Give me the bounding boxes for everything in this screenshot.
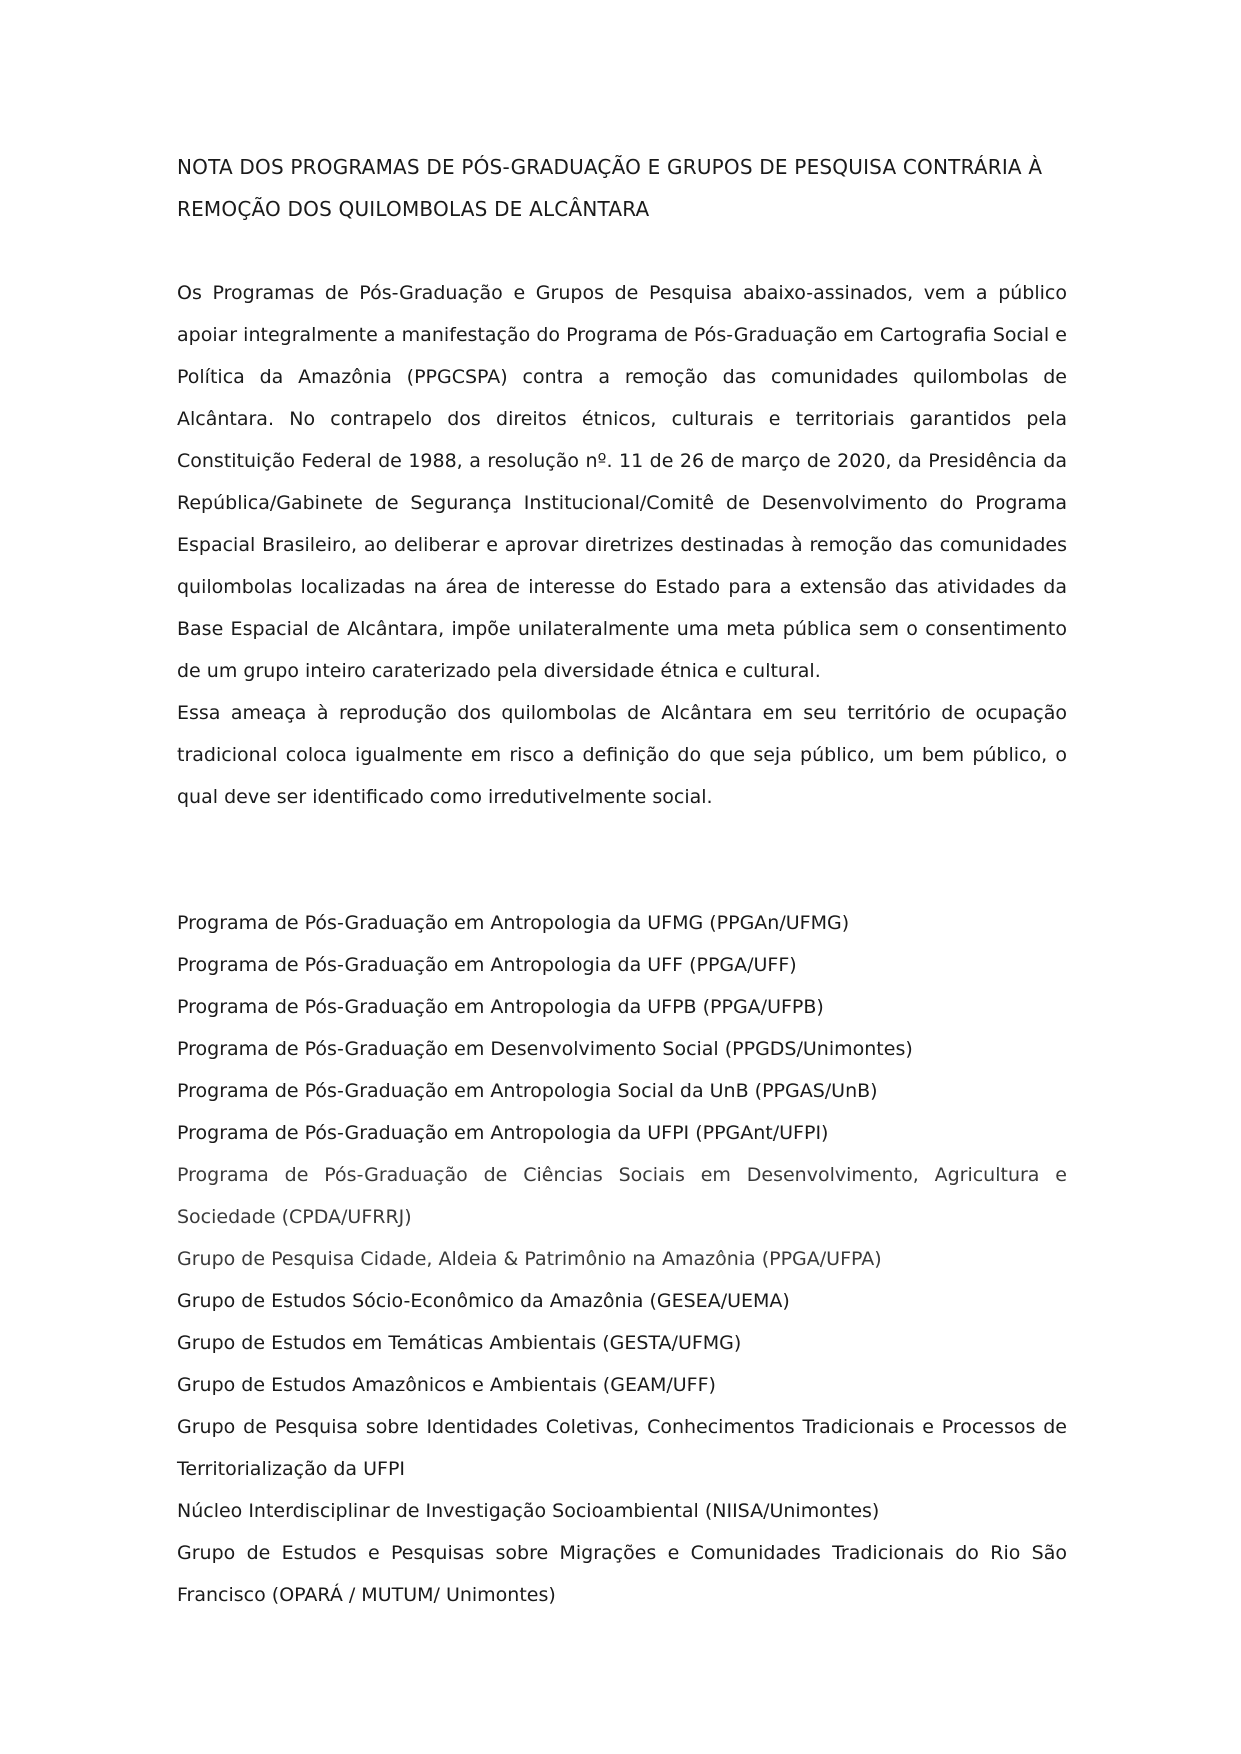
signatory-item: Grupo de Pesquisa Cidade, Aldeia & Patrimônio na Amazônia (PPGA/UFPA) — [177, 1248, 882, 1270]
signatory-item: Programa de Pós-Graduação em Antropologia da UFPI (PPGAnt/UFPI) — [177, 1122, 829, 1144]
signatory-item: Grupo de Estudos e Pesquisas sobre Migrações e Comunidades Tradicionais do Rio São Francisco (OPARÁ / MUTUM/ Unimontes) — [177, 1542, 1067, 1606]
document-title: NOTA DOS PROGRAMAS DE PÓS-GRADUAÇÃO E GRUPOS DE PESQUISA CONTRÁRIA À REMOÇÃO DOS QUILOMBOLAS DE ALCÂNTARA — [177, 155, 1043, 221]
signatory-item: Programa de Pós-Graduação em Antropologia da UFMG (PPGAn/UFMG) — [177, 912, 850, 934]
signatory-item: Programa de Pós-Graduação de Ciências Sociais em Desenvolvimento, Agricultura e Sociedade (CPDA/UFRRJ) — [177, 1164, 1067, 1228]
signatory-item: Programa de Pós-Graduação em Antropologia da UFPB (PPGA/UFPB) — [177, 996, 824, 1018]
signatory-list — [177, 902, 1067, 1616]
signatory-item: Núcleo Interdisciplinar de Investigação Socioambiental (NIISA/Unimontes) — [177, 1500, 880, 1522]
signatory-item: Grupo de Estudos Sócio-Econômico da Amazônia (GESEA/UEMA) — [177, 1290, 790, 1312]
body-paragraph-1: Os Programas de Pós-Graduação e Grupos de Pesquisa abaixo-assinados, vem a público apoiar integralmente a manifestação do Programa de Pós-Graduação em Cartografia Social e Política da Amazônia (PPGCSPA) contra a remoção das comunidades quilombolas de Alcântara. No contrapelo dos direitos étnicos, culturais e territoriais garantidos pela Constituição Federal de 1988, a resolução nº. 11 de 26 de março de 2020, da Presidência da República/Gabinete de Segurança Institucional/Comitê de Desenvolvimento do Programa Espacial Brasileiro, ao deliberar e aprovar diretrizes destinadas à remoção das comunidades quilombolas localizadas na área de interesse do Estado para a extensão das atividades da Base Espacial de Alcântara, impõe unilateralmente uma meta pública sem o consentimento de um grupo inteiro caraterizado pela diversidade étnica e cultural. — [177, 282, 1067, 682]
signatory-item: Programa de Pós-Graduação em Desenvolvimento Social (PPGDS/Unimontes) — [177, 1038, 913, 1060]
signatory-item: Grupo de Pesquisa sobre Identidades Coletivas, Conhecimentos Tradicionais e Processos de Territorialização da UFPI — [177, 1416, 1067, 1480]
body-paragraph-2: Essa ameaça à reprodução dos quilombolas de Alcântara em seu território de ocupação tradicional coloca igualmente em risco a definição do que seja público, um bem público, o qual deve ser identificado como irredutivelmente social. — [177, 702, 1067, 808]
document-page — [177, 146, 1067, 1616]
signatory-item: Grupo de Estudos em Temáticas Ambientais (GESTA/UFMG) — [177, 1332, 742, 1354]
signatory-item: Programa de Pós-Graduação em Antropologia Social da UnB (PPGAS/UnB) — [177, 1080, 878, 1102]
signatory-item: Grupo de Estudos Amazônicos e Ambientais (GEAM/UFF) — [177, 1374, 716, 1396]
signatory-item: Programa de Pós-Graduação em Antropologia da UFF (PPGA/UFF) — [177, 954, 797, 976]
